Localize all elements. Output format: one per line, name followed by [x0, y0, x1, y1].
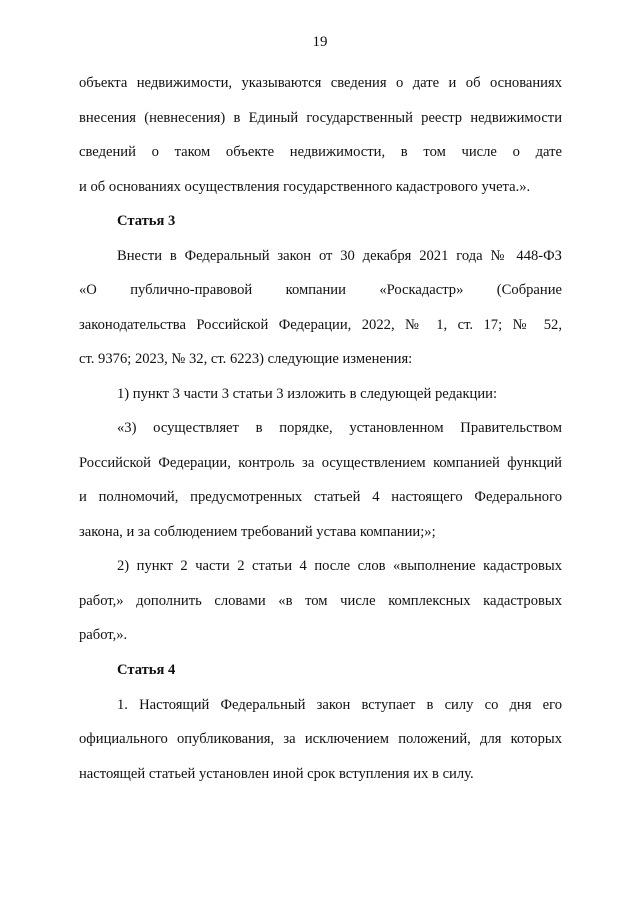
body-text-line: 1. Настоящий Федеральный закон вступает в силу со дня его — [117, 697, 562, 713]
body-text-line: 2) пункт 2 части 2 статьи 4 после слов «выполнение кадастровых — [117, 558, 562, 574]
body-text-line: ст. 9376; 2023, № 32, ст. 6223) следующие изменения: — [79, 351, 413, 367]
body-text-line: внесения (невнесения) в Единый государственный реестр недвижимости — [79, 110, 562, 126]
body-text-line: «О публично-правовой компании «Роскадастр» (Собрание — [79, 282, 562, 298]
body-text-line: «3) осуществляет в порядке, установленном Правительством — [117, 420, 562, 436]
body-text-line: работ,». — [79, 627, 128, 643]
body-text-line: Российской Федерации, контроль за осуществлением компанией функций — [79, 455, 562, 471]
body-text-line: и полномочий, предусмотренных статьей 4 настоящего Федерального — [79, 489, 562, 505]
body-text-line: 1) пункт 3 части 3 статьи 3 изложить в следующей редакции: — [117, 386, 498, 402]
body-text-line: закона, и за соблюдением требований устава компании;»; — [79, 524, 436, 540]
body-text-line: официального опубликования, за исключением положений, для которых — [79, 731, 562, 747]
article-4-heading: Статья 4 — [117, 662, 176, 678]
article-3-heading: Статья 3 — [117, 213, 176, 229]
body-text-line: законодательства Российской Федерации, 2022, № 1, ст. 17; № 52, — [79, 317, 562, 333]
body-text-line: и об основаниях осуществления государственного кадастрового учета.». — [79, 179, 531, 195]
body-text-line: сведений о таком объекте недвижимости, в том числе о дате — [79, 144, 562, 160]
body-text-line: работ,» дополнить словами «в том числе комплексных кадастровых — [79, 593, 562, 609]
body-text-line: объекта недвижимости, указываются сведения о дате и об основаниях — [79, 75, 562, 91]
body-text-line: Внести в Федеральный закон от 30 декабря 2021 года № 448-ФЗ — [117, 248, 562, 264]
body-text-line: настоящей статьей установлен иной срок вступления их в силу. — [79, 766, 474, 782]
page-number: 19 — [312, 34, 328, 50]
